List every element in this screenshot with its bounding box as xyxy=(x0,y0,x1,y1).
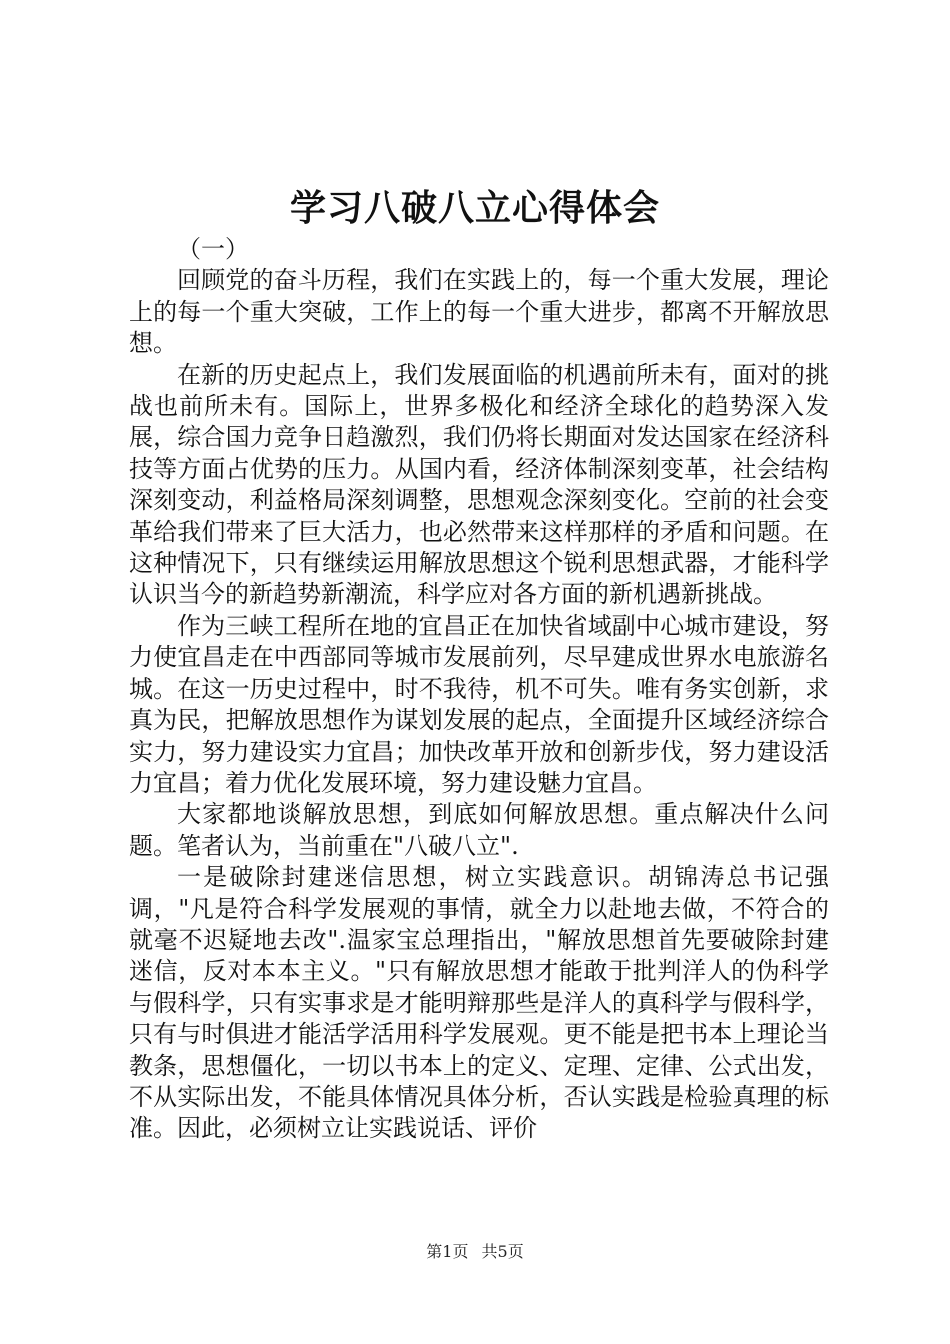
page-number: 第1页 xyxy=(426,1242,469,1261)
document-body xyxy=(129,234,829,1145)
paragraph: 作为三峡工程所在地的宜昌正在加快省域副中心城市建设，努力使宜昌走在中西部同等城市发展前列，尽早建成世界水电旅游名城。在这一历史过程中，时不我待，机不可失。唯有务实创新，求真为民，把解放思想作为谋划发展的起点，全面提升区域经济综合实力，努力建设实力宜昌；加快改革开放和创新步伐，努力建设活力宜昌；着力优化发展环境，努力建设魅力宜昌。 xyxy=(129,611,829,797)
paragraph: 大家都地谈解放思想，到底如何解放思想。重点解决什么问题。笔者认为，当前重在"八破八立". xyxy=(129,800,829,860)
paragraph: 在新的历史起点上，我们发展面临的机遇前所未有，面对的挑战也前所未有。国际上，世界多极化和经济全球化的趋势深入发展，综合国力竞争日趋激烈，我们仍将长期面对发达国家在经济科技等方面占优势的压力。从国内看，经济体制深刻变革，社会结构深刻变动，利益格局深刻调整，思想观念深刻变化。空前的社会变革给我们带来了巨大活力，也必然带来这样那样的矛盾和问题。在这种情况下，只有继续运用解放思想这个锐利思想武器，才能科学认识当今的新趋势新潮流，科学应对各方面的新机遇新挑战。 xyxy=(129,360,829,609)
section-marker: （一） xyxy=(177,235,249,263)
paragraph: 回顾党的奋斗历程，我们在实践上的，每一个重大发展，理论上的每一个重大突破，工作上的每一个重大进步，都离不开解放思想。 xyxy=(129,266,829,358)
page-footer xyxy=(0,1241,950,1263)
document-title: 学习八破八立心得体会 xyxy=(289,187,660,229)
page-total: 共5页 xyxy=(481,1242,524,1261)
paragraph: 一是破除封建迷信思想，树立实践意识。胡锦涛总书记强调，"凡是符合科学发展观的事情，就全力以赴地去做，不符合的就毫不迟疑地去改".温家宝总理指出，"解放思想首先要破除封建迷信，反对本本主义。"只有解放思想才能敢于批判洋人的伪科学与假科学，只有实事求是才能明辩那些是洋人的真科学与假科学，只有与时俱进才能活学活用科学发展观。更不能是把书本上理论当教条，思想僵化，一切以书本上的定义、定理、定律、公式出发，不从实际出发，不能具体情况具体分析，否认实践是检验真理的标准。因此，必须树立让实践说话、评价 xyxy=(129,863,829,1143)
